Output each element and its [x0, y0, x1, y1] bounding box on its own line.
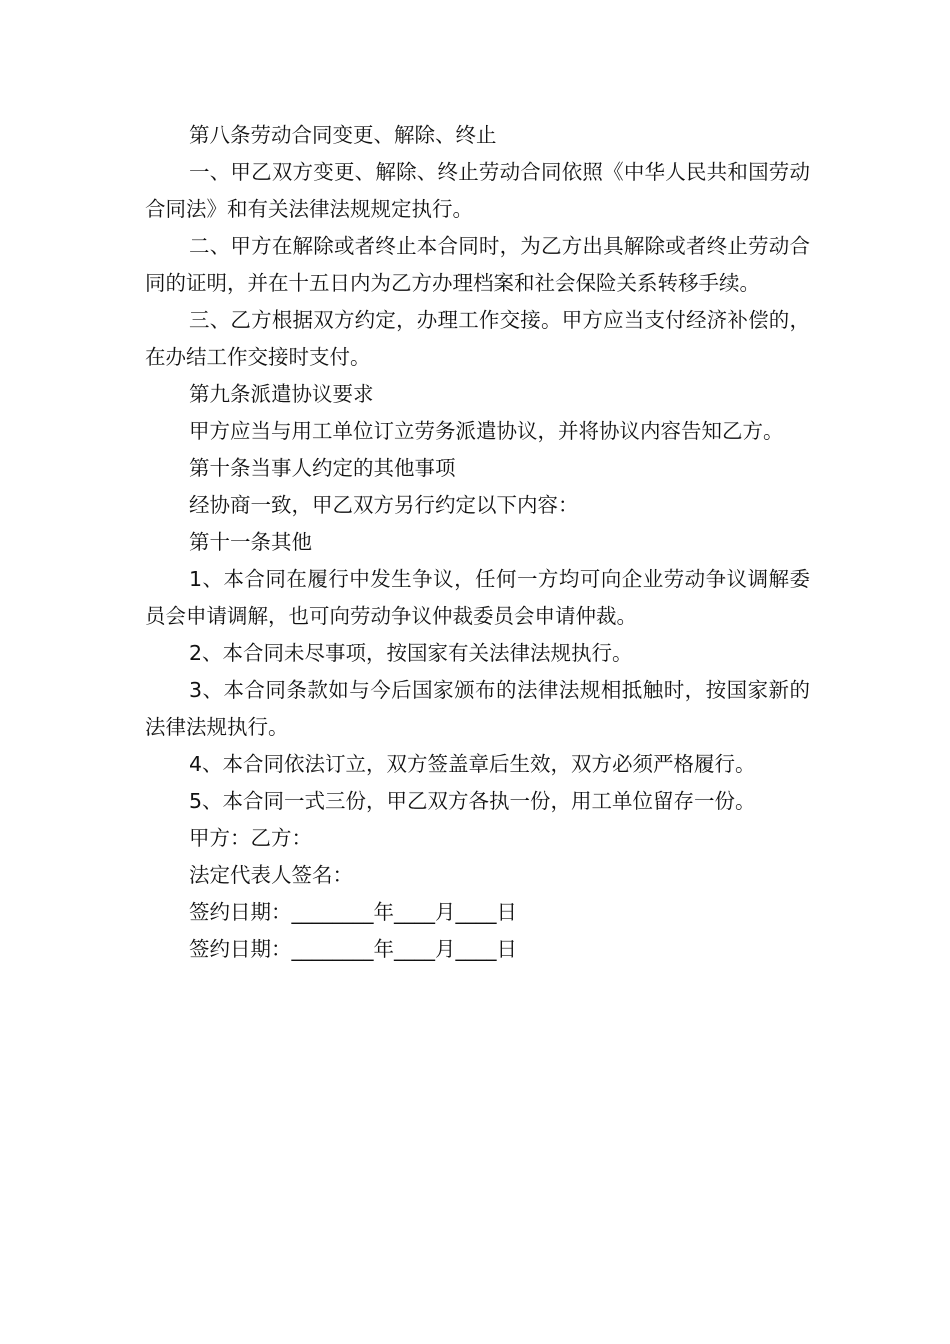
article-11-item-4: 4、本合同依法订立，双方签盖章后生效，双方必须严格履行。	[189, 752, 756, 776]
article-8-clause-1: 一、甲乙双方变更、解除、终止劳动合同依照《中华人民共和国劳动合同法》和有关法律法规规定执行。	[145, 160, 810, 221]
signing-date-line-2: 签约日期：________年____月____日	[189, 937, 517, 961]
article-11-item-3: 3、本合同条款如与今后国家颁布的法律法规相抵触时，按国家新的法律法规执行。	[145, 678, 810, 739]
document-body	[145, 117, 810, 968]
article-8-heading: 第八条劳动合同变更、解除、终止	[189, 123, 497, 147]
parties-line: 甲方：乙方：	[189, 826, 312, 850]
article-9-heading: 第九条派遣协议要求	[189, 382, 374, 406]
legal-rep-signature-line: 法定代表人签名：	[189, 863, 353, 887]
article-11-item-2: 2、本合同未尽事项，按国家有关法律法规执行。	[189, 641, 633, 665]
article-11-item-5: 5、本合同一式三份，甲乙双方各执一份，用工单位留存一份。	[189, 789, 756, 813]
article-11-item-1: 1、本合同在履行中发生争议，任何一方均可向企业劳动争议调解委员会申请调解，也可向劳动争议仲裁委员会申请仲裁。	[145, 567, 810, 628]
article-8-clause-3: 三、乙方根据双方约定，办理工作交接。甲方应当支付经济补偿的，在办结工作交接时支付。	[145, 308, 810, 369]
article-11-heading: 第十一条其他	[189, 530, 312, 554]
article-10-text: 经协商一致，甲乙双方另行约定以下内容：	[189, 493, 579, 517]
signing-date-line-1: 签约日期：________年____月____日	[189, 900, 517, 924]
article-9-text: 甲方应当与用工单位订立劳务派遣协议，并将协议内容告知乙方。	[189, 419, 784, 443]
article-8-clause-2: 二、甲方在解除或者终止本合同时，为乙方出具解除或者终止劳动合同的证明，并在十五日内为乙方办理档案和社会保险关系转移手续。	[145, 234, 810, 295]
article-10-heading: 第十条当事人约定的其他事项	[189, 456, 456, 480]
